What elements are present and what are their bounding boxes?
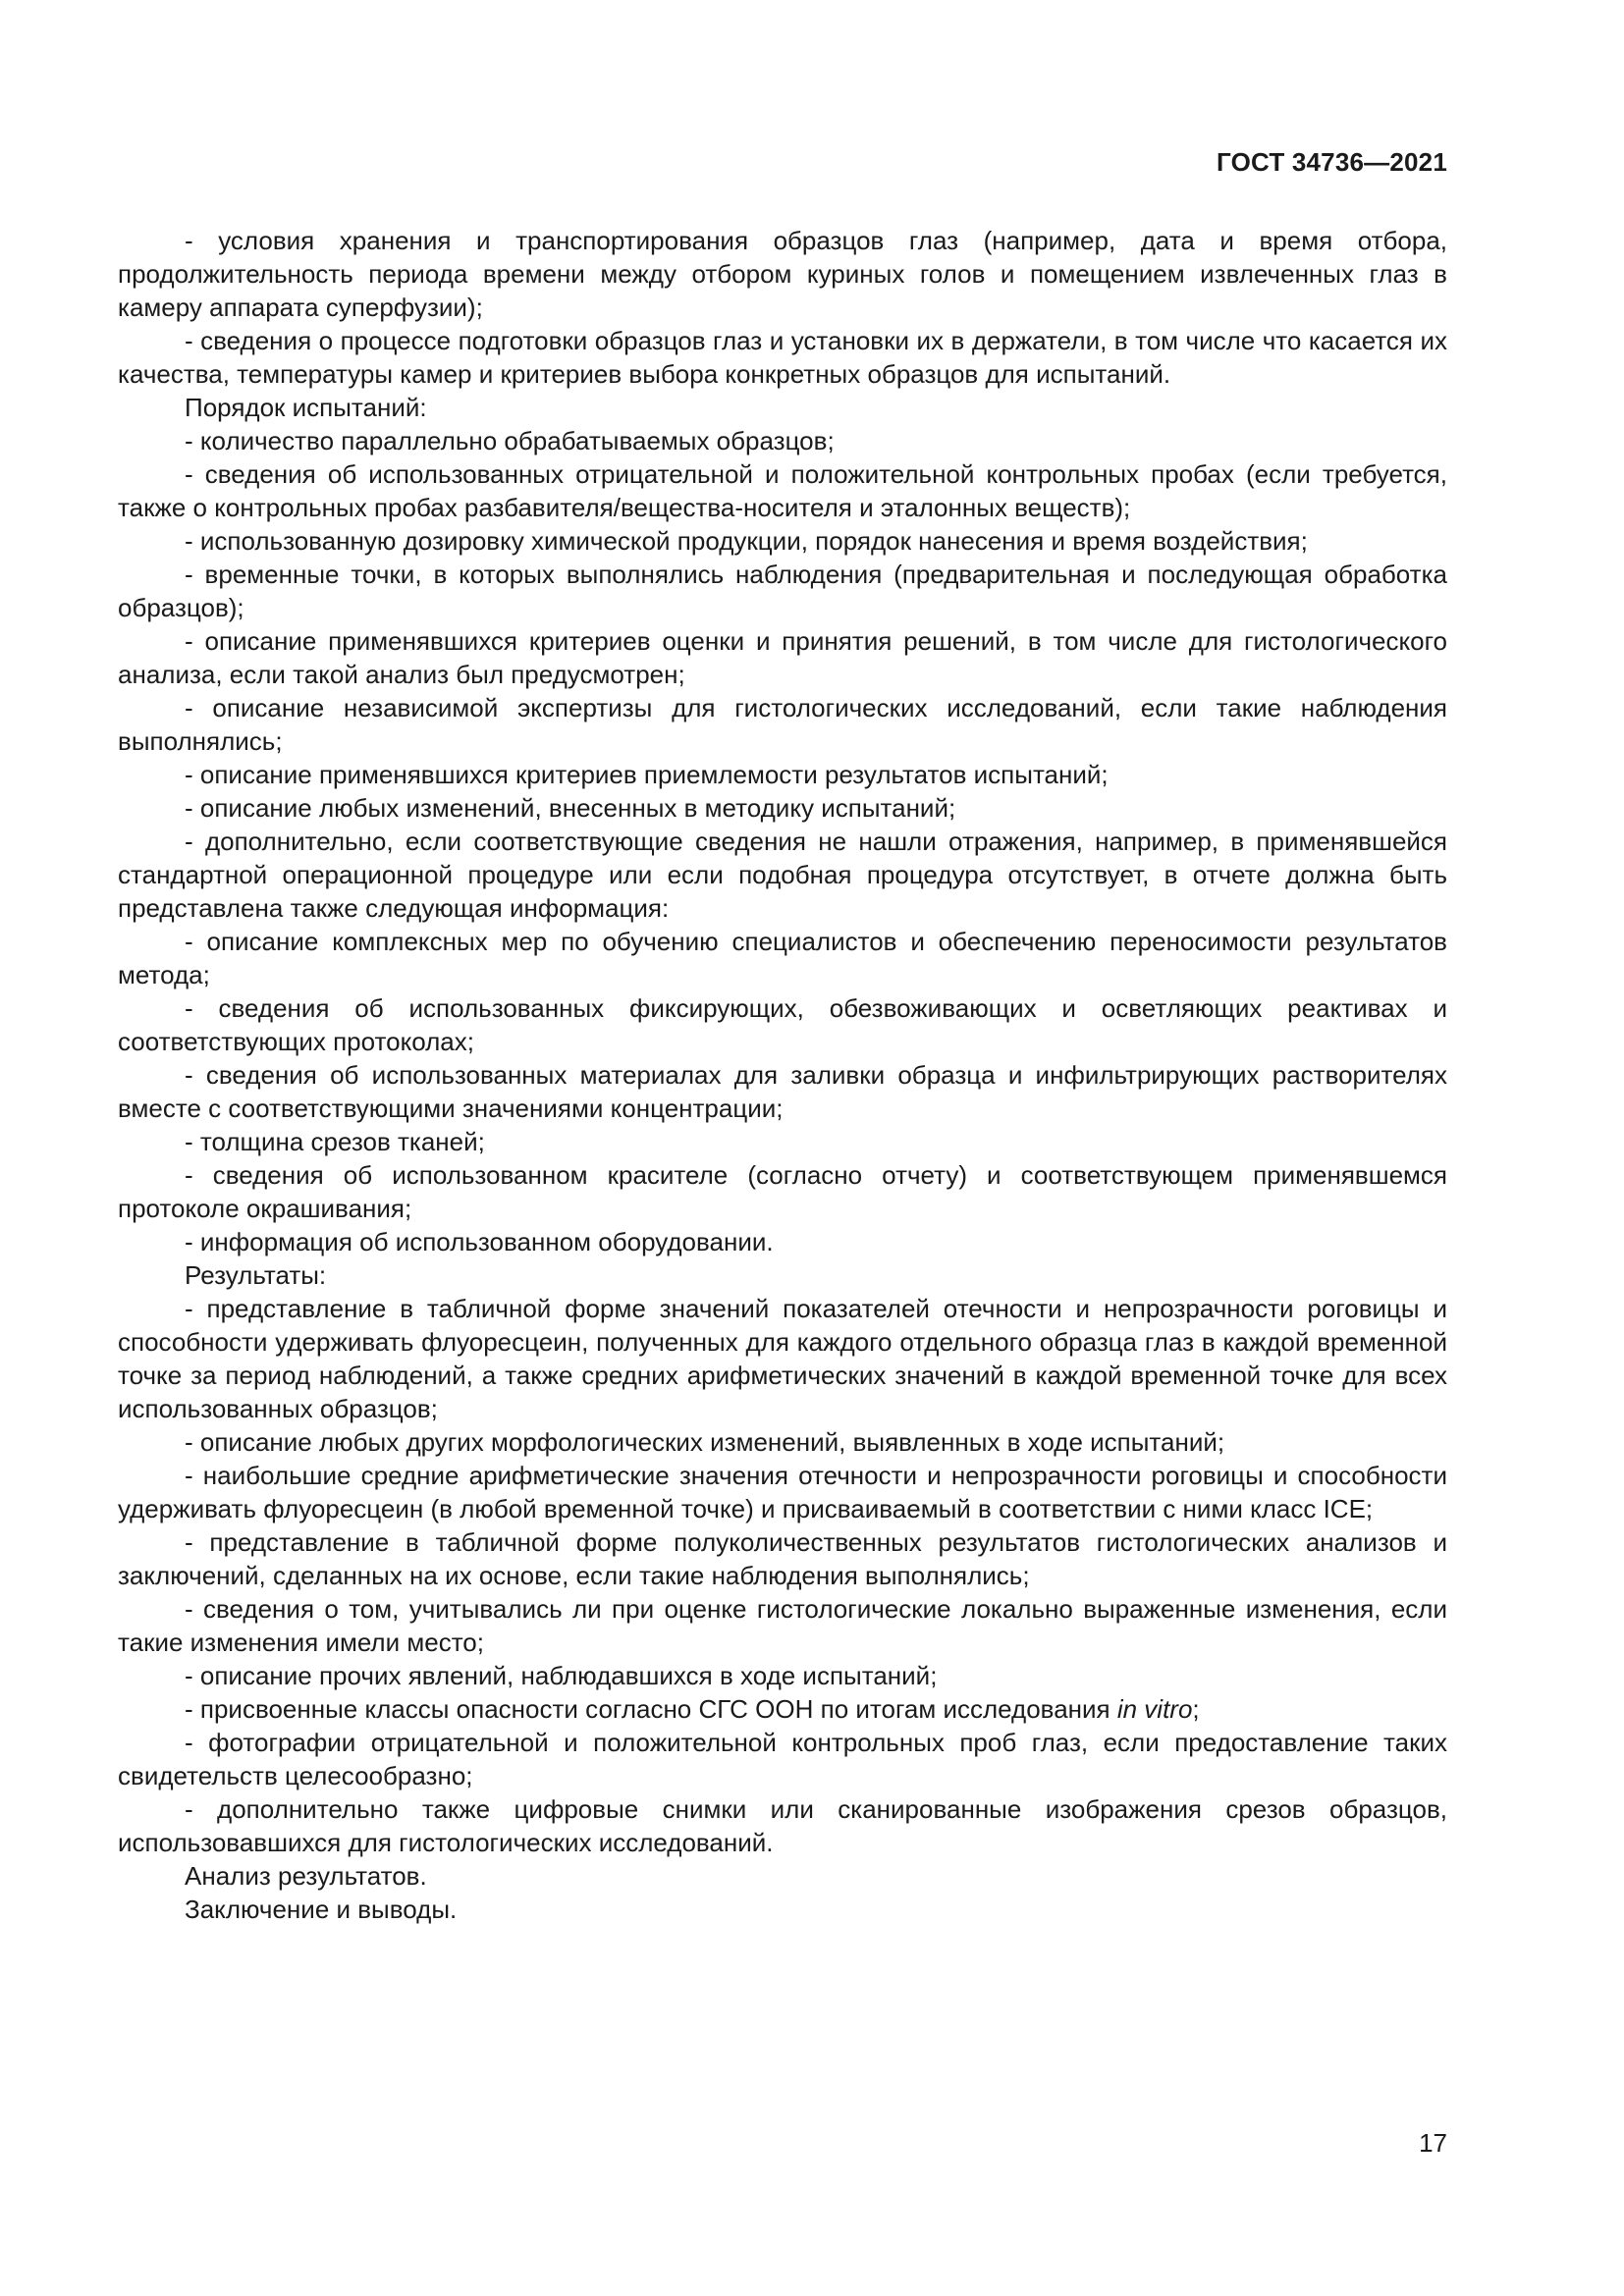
section-heading-results: Результаты: <box>185 1260 327 1290</box>
paragraph: - использованную дозировку химической продукции, порядок нанесения и время воздействия; <box>185 526 1308 556</box>
paragraph: - толщина срезов тканей; <box>185 1127 485 1156</box>
paragraph: - сведения об использованных фиксирующих, обезвоживающих и осветляющих реактивах и соответствующих протоколах; <box>118 993 1447 1056</box>
paragraph: - дополнительно также цифровые снимки или сканированные изображения срезов образцов, использовавшихся для гистологических исследований. <box>118 1794 1447 1857</box>
paragraph-hazard-classes <box>118 1692 1447 1726</box>
text-run: - присвоенные классы опасности согласно СГС ООН по итогам исследования <box>185 1694 1117 1724</box>
paragraph: - сведения об использованном красителе (согласно отчету) и соответствующем применявшемся протоколе окрашивания; <box>118 1160 1447 1223</box>
paragraph: - сведения об использованных отрицательной и положительной контрольных пробах (если требуется, также о контрольных пробах разбавителя/вещества-носителя и эталонных веществ); <box>118 459 1447 522</box>
paragraph: - наибольшие средние арифметические значения отечности и непрозрачности роговицы и способности удерживать флуоресцеин (в любой временной точке) и присваиваемый в соответствии с ними класс ICE; <box>118 1461 1447 1523</box>
paragraph: - фотографии отрицательной и положительной контрольных проб глаз, если предоставление таких свидетельств целесообразно; <box>118 1728 1447 1790</box>
paragraph: - дополнительно, если соответствующие сведения не нашли отражения, например, в применявшейся стандартной операционной процедуре или если подобная процедура отсутствует, в отчете должна быть представлена также следующая информация: <box>118 827 1447 923</box>
paragraph: - представление в табличной форме значений показателей отечности и непрозрачности роговицы и способности удерживать флуоресцеин, полученных для каждого отдельного образца глаз в каждой временной точке за период наблюдений, а также средних арифметических значений в каждой временной точке для всех использованных образцов; <box>118 1294 1447 1423</box>
document-code: ГОСТ 34736—2021 <box>1217 147 1447 177</box>
document-body <box>118 224 1447 1926</box>
text-run: ; <box>1192 1694 1200 1724</box>
paragraph: - описание независимой экспертизы для гистологических исследований, если такие наблюдения выполнялись; <box>118 693 1447 756</box>
paragraph: - условия хранения и транспортирования образцов глаз (например, дата и время отбора, продолжительность периода времени между отбором куриных голов и помещением извлеченных глаз в камеру аппарата суперфузии); <box>118 226 1447 322</box>
paragraph: - временные точки, в которых выполнялись наблюдения (предварительная и последующая обработка образцов); <box>118 560 1447 622</box>
paragraph: - описание любых изменений, внесенных в методику испытаний; <box>185 793 956 823</box>
paragraph: - описание применявшихся критериев оценки и принятия решений, в том числе для гистологического анализа, если такой анализ был предусмотрен; <box>118 626 1447 689</box>
paragraph: - информация об использованном оборудовании. <box>185 1227 774 1256</box>
paragraph: - описание применявшихся критериев приемлемости результатов испытаний; <box>185 760 1109 789</box>
page-number: 17 <box>1419 2128 1447 2158</box>
paragraph: - описание любых других морфологических изменений, выявленных в ходе испытаний; <box>185 1427 1225 1457</box>
paragraph: - сведения об использованных материалах для заливки образца и инфильтрирующих растворителях вместе с соответствующими значениями концентрации; <box>118 1060 1447 1123</box>
paragraph: - описание комплексных мер по обучению специалистов и обеспечению переносимости результатов метода; <box>118 927 1447 989</box>
paragraph: - сведения о процессе подготовки образцов глаз и установки их в держатели, в том числе что касается их качества, температуры камер и критериев выбора конкретных образцов для испытаний. <box>118 326 1447 389</box>
paragraph: - сведения о том, учитывались ли при оценке гистологические локально выраженные изменения, если такие изменения имели место; <box>118 1594 1447 1657</box>
section-heading-analysis: Анализ результатов. <box>185 1861 427 1891</box>
paragraph: - представление в табличной форме полуколичественных результатов гистологических анализов и заключений, сделанных на их основе, если такие наблюдения выполнялись; <box>118 1527 1447 1590</box>
section-heading-procedure: Порядок испытаний: <box>185 393 427 422</box>
paragraph: - описание прочих явлений, наблюдавшихся в ходе испытаний; <box>185 1661 938 1690</box>
italic-term: in vitro <box>1116 1694 1193 1724</box>
paragraph: - количество параллельно обрабатываемых образцов; <box>185 426 835 455</box>
section-heading-conclusions: Заключение и выводы. <box>185 1895 458 1924</box>
